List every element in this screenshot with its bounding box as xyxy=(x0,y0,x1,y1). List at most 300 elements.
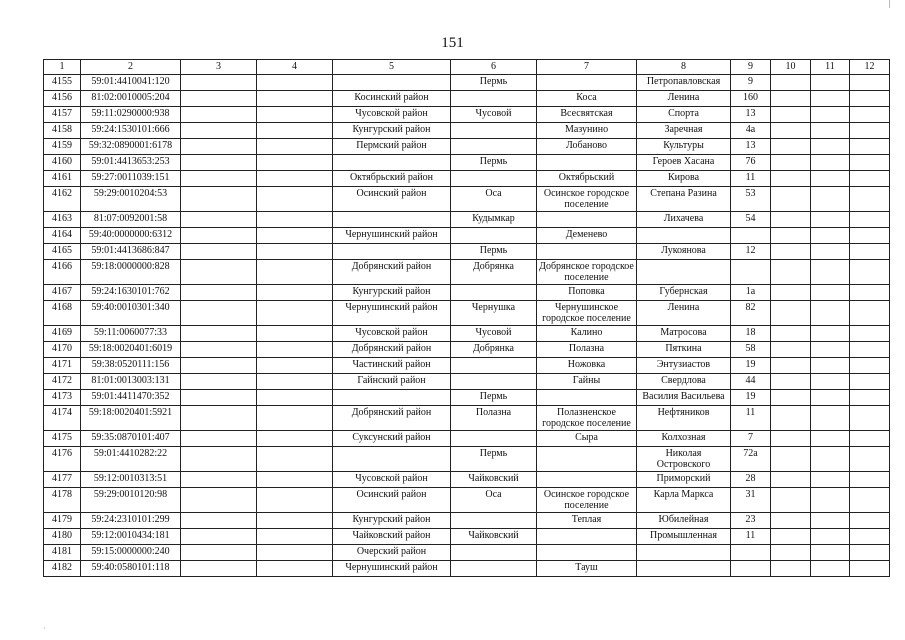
table-cell: 59:01:4411470:352 xyxy=(81,390,181,406)
table-cell xyxy=(181,187,257,212)
table-cell: Добрянка xyxy=(451,342,537,358)
table-row xyxy=(44,406,890,431)
table-cell: 11 xyxy=(731,171,771,187)
table-cell xyxy=(451,561,537,577)
table-cell xyxy=(811,358,850,374)
table-cell xyxy=(771,244,811,260)
table-cell xyxy=(811,342,850,358)
table-cell: Деменево xyxy=(537,228,637,244)
table-cell xyxy=(181,212,257,228)
table-cell xyxy=(850,488,890,513)
table-cell xyxy=(850,107,890,123)
table-cell: Тауш xyxy=(537,561,637,577)
table-cell: Ленина xyxy=(637,301,731,326)
registry-table xyxy=(43,59,890,577)
table-cell: 4175 xyxy=(44,431,81,447)
table-cell xyxy=(181,107,257,123)
table-cell: 4179 xyxy=(44,513,81,529)
table-cell: 59:40:0010301:340 xyxy=(81,301,181,326)
table-row xyxy=(44,342,890,358)
table-cell xyxy=(637,545,731,561)
table-cell xyxy=(181,171,257,187)
table-cell: Чайковский xyxy=(451,529,537,545)
table-cell: Добрянский район xyxy=(333,260,451,285)
table-cell xyxy=(771,545,811,561)
table-cell xyxy=(181,488,257,513)
table-cell xyxy=(811,561,850,577)
column-header: 3 xyxy=(181,60,257,75)
table-cell xyxy=(451,123,537,139)
table-cell xyxy=(257,513,333,529)
table-cell xyxy=(811,91,850,107)
table-cell xyxy=(811,107,850,123)
table-cell: 11 xyxy=(731,529,771,545)
table-cell: Василия Васильева xyxy=(637,390,731,406)
table-cell: Чернушинское городское поселение xyxy=(537,301,637,326)
table-row xyxy=(44,228,890,244)
table-cell xyxy=(181,472,257,488)
column-header: 4 xyxy=(257,60,333,75)
table-cell xyxy=(850,123,890,139)
table-cell xyxy=(850,358,890,374)
table-cell: Полазна xyxy=(451,406,537,431)
table-cell: 59:40:0580101:118 xyxy=(81,561,181,577)
table-cell xyxy=(257,406,333,431)
table-cell xyxy=(850,342,890,358)
table-row xyxy=(44,187,890,212)
table-cell: Юбилейная xyxy=(637,513,731,529)
table-cell xyxy=(771,358,811,374)
table-cell: Осинский район xyxy=(333,187,451,212)
table-cell xyxy=(537,472,637,488)
table-row xyxy=(44,431,890,447)
table-cell xyxy=(257,260,333,285)
table-cell xyxy=(771,91,811,107)
table-cell xyxy=(811,155,850,171)
table-cell: Осинское городское поселение xyxy=(537,187,637,212)
table-cell: Добрянское городское поселение xyxy=(537,260,637,285)
table-cell: Теплая xyxy=(537,513,637,529)
table-cell xyxy=(181,326,257,342)
table-cell: 19 xyxy=(731,358,771,374)
table-cell: Оса xyxy=(451,488,537,513)
table-cell: 59:24:1630101:762 xyxy=(81,285,181,301)
table-cell xyxy=(537,447,637,472)
table-cell: 59:11:0060077:33 xyxy=(81,326,181,342)
table-cell xyxy=(850,406,890,431)
table-cell xyxy=(850,513,890,529)
table-cell xyxy=(257,91,333,107)
table-cell xyxy=(850,91,890,107)
table-cell xyxy=(811,301,850,326)
table-cell: Пяткина xyxy=(637,342,731,358)
table-cell: Чайковский xyxy=(451,472,537,488)
table-cell: Николая Островского xyxy=(637,447,731,472)
table-cell: Мазунино xyxy=(537,123,637,139)
table-cell: 59:40:0000000:6312 xyxy=(81,228,181,244)
table-cell xyxy=(451,431,537,447)
table-cell xyxy=(850,75,890,91)
table-row xyxy=(44,260,890,285)
table-cell xyxy=(811,171,850,187)
table-cell xyxy=(850,431,890,447)
table-cell: Петропавловская xyxy=(637,75,731,91)
table-cell xyxy=(811,260,850,285)
table-cell xyxy=(850,139,890,155)
table-cell: 4161 xyxy=(44,171,81,187)
table-row xyxy=(44,326,890,342)
table-cell: 59:18:0000000:828 xyxy=(81,260,181,285)
table-cell: 59:15:0000000:240 xyxy=(81,545,181,561)
table-cell xyxy=(811,513,850,529)
table-cell: 4156 xyxy=(44,91,81,107)
table-cell: 4170 xyxy=(44,342,81,358)
table-cell xyxy=(771,513,811,529)
column-header: 10 xyxy=(771,60,811,75)
table-cell: Октябрьский район xyxy=(333,171,451,187)
table-cell xyxy=(257,171,333,187)
table-cell xyxy=(771,155,811,171)
table-cell xyxy=(181,139,257,155)
table-cell xyxy=(257,155,333,171)
table-cell: Пермь xyxy=(451,447,537,472)
table-cell xyxy=(811,123,850,139)
table-cell: Чернушинский район xyxy=(333,228,451,244)
table-cell xyxy=(771,301,811,326)
table-cell xyxy=(257,75,333,91)
table-cell: 54 xyxy=(731,212,771,228)
table-cell xyxy=(811,187,850,212)
table-cell xyxy=(771,342,811,358)
table-cell: 4174 xyxy=(44,406,81,431)
table-cell xyxy=(731,561,771,577)
table-cell: 4160 xyxy=(44,155,81,171)
table-cell: Нефтяников xyxy=(637,406,731,431)
table-cell: Чернушинский район xyxy=(333,301,451,326)
table-cell xyxy=(257,139,333,155)
table-cell: Пермь xyxy=(451,244,537,260)
column-header: 9 xyxy=(731,60,771,75)
table-cell xyxy=(850,155,890,171)
table-cell xyxy=(181,342,257,358)
table-cell xyxy=(811,228,850,244)
table-cell xyxy=(771,326,811,342)
table-cell xyxy=(850,529,890,545)
table-cell: 59:01:4413653:253 xyxy=(81,155,181,171)
table-cell xyxy=(771,447,811,472)
table-cell xyxy=(451,374,537,390)
table-cell: Добрянский район xyxy=(333,406,451,431)
table-cell xyxy=(771,285,811,301)
table-cell: 4166 xyxy=(44,260,81,285)
table-cell: Кунгурский район xyxy=(333,513,451,529)
table-cell xyxy=(257,488,333,513)
table-cell: Кудымкар xyxy=(451,212,537,228)
table-cell xyxy=(333,244,451,260)
table-cell xyxy=(181,545,257,561)
table-cell xyxy=(537,155,637,171)
table-cell: Поповка xyxy=(537,285,637,301)
table-cell xyxy=(257,545,333,561)
table-cell xyxy=(181,91,257,107)
table-cell: Осинское городское поселение xyxy=(537,488,637,513)
table-cell: 4178 xyxy=(44,488,81,513)
table-cell: 7 xyxy=(731,431,771,447)
table-cell xyxy=(181,390,257,406)
table-cell: Губернская xyxy=(637,285,731,301)
table-cell: Полазненское городское поселение xyxy=(537,406,637,431)
table-cell: 4181 xyxy=(44,545,81,561)
table-row xyxy=(44,171,890,187)
table-cell: Ленина xyxy=(637,91,731,107)
table-cell xyxy=(850,545,890,561)
table-cell: 28 xyxy=(731,472,771,488)
table-cell xyxy=(811,75,850,91)
table-cell xyxy=(850,212,890,228)
table-cell: Сыра xyxy=(537,431,637,447)
table-cell xyxy=(451,545,537,561)
table-cell xyxy=(451,358,537,374)
table-cell xyxy=(181,431,257,447)
column-header: 6 xyxy=(451,60,537,75)
table-cell: 76 xyxy=(731,155,771,171)
column-header: 12 xyxy=(850,60,890,75)
table-cell: 4182 xyxy=(44,561,81,577)
table-row xyxy=(44,155,890,171)
table-row xyxy=(44,139,890,155)
table-cell xyxy=(771,561,811,577)
table-cell: Пермь xyxy=(451,155,537,171)
table-cell: Заречная xyxy=(637,123,731,139)
table-cell xyxy=(181,155,257,171)
table-cell xyxy=(811,212,850,228)
table-cell xyxy=(451,285,537,301)
table-cell: Гайнский район xyxy=(333,374,451,390)
table-cell: 160 xyxy=(731,91,771,107)
table-cell: 81:07:0092001:58 xyxy=(81,212,181,228)
table-cell: Ножовка xyxy=(537,358,637,374)
table-cell: 4а xyxy=(731,123,771,139)
table-cell: 4176 xyxy=(44,447,81,472)
table-cell xyxy=(257,342,333,358)
scan-mark: ' xyxy=(44,626,46,634)
table-cell: 4157 xyxy=(44,107,81,123)
table-cell: Калино xyxy=(537,326,637,342)
table-cell xyxy=(811,447,850,472)
table-cell: Чайковский район xyxy=(333,529,451,545)
table-cell: 59:18:0020401:5921 xyxy=(81,406,181,431)
table-cell: Степана Разина xyxy=(637,187,731,212)
table-header-row xyxy=(44,60,890,75)
table-cell xyxy=(257,529,333,545)
table-cell xyxy=(637,561,731,577)
table-cell: 4164 xyxy=(44,228,81,244)
table-cell xyxy=(181,301,257,326)
table-cell: Кирова xyxy=(637,171,731,187)
table-cell: 44 xyxy=(731,374,771,390)
table-cell: Добрянский район xyxy=(333,342,451,358)
table-row xyxy=(44,91,890,107)
column-header: 1 xyxy=(44,60,81,75)
table-cell: Чернушка xyxy=(451,301,537,326)
table-cell: 9 xyxy=(731,75,771,91)
table-cell xyxy=(181,513,257,529)
table-cell: Матросова xyxy=(637,326,731,342)
table-cell xyxy=(333,390,451,406)
table-cell xyxy=(257,472,333,488)
table-cell xyxy=(181,260,257,285)
table-cell xyxy=(451,139,537,155)
table-cell xyxy=(181,228,257,244)
table-cell xyxy=(771,472,811,488)
table-cell xyxy=(811,390,850,406)
table-cell xyxy=(850,561,890,577)
column-header: 11 xyxy=(811,60,850,75)
table-cell xyxy=(537,75,637,91)
table-cell: Карла Маркса xyxy=(637,488,731,513)
table-cell: Пермский район xyxy=(333,139,451,155)
table-cell xyxy=(850,390,890,406)
table-cell xyxy=(537,390,637,406)
table-cell xyxy=(257,285,333,301)
table-cell xyxy=(181,123,257,139)
table-cell: 59:38:0520111:156 xyxy=(81,358,181,374)
table-cell xyxy=(257,431,333,447)
table-cell xyxy=(771,107,811,123)
table-cell xyxy=(850,285,890,301)
table-cell xyxy=(850,187,890,212)
table-cell: Чусовской район xyxy=(333,472,451,488)
table-cell: 59:01:4410041:120 xyxy=(81,75,181,91)
table-cell: 59:01:4413686:847 xyxy=(81,244,181,260)
table-cell xyxy=(811,545,850,561)
table-row xyxy=(44,545,890,561)
table-cell xyxy=(451,171,537,187)
table-cell xyxy=(811,406,850,431)
table-cell xyxy=(771,187,811,212)
table-cell: 4158 xyxy=(44,123,81,139)
table-cell xyxy=(771,171,811,187)
table-cell: Оса xyxy=(451,187,537,212)
table-cell: Лобаново xyxy=(537,139,637,155)
table-cell: 4165 xyxy=(44,244,81,260)
table-cell: 4155 xyxy=(44,75,81,91)
table-cell: Чусовской район xyxy=(333,326,451,342)
table-row xyxy=(44,358,890,374)
table-cell: 59:12:0010434:181 xyxy=(81,529,181,545)
table-cell: Свердлова xyxy=(637,374,731,390)
table-row xyxy=(44,390,890,406)
table-cell xyxy=(771,390,811,406)
table-cell: 59:01:4410282:22 xyxy=(81,447,181,472)
table-cell: Колхозная xyxy=(637,431,731,447)
table-row xyxy=(44,561,890,577)
table-row xyxy=(44,513,890,529)
table-cell: Суксунский район xyxy=(333,431,451,447)
table-cell xyxy=(181,561,257,577)
table-cell xyxy=(181,406,257,431)
table-cell: Коса xyxy=(537,91,637,107)
table-cell: 59:29:0010204:53 xyxy=(81,187,181,212)
table-cell: Очерский район xyxy=(333,545,451,561)
table-cell xyxy=(257,212,333,228)
table-cell xyxy=(637,228,731,244)
table-cell: 13 xyxy=(731,107,771,123)
column-header: 2 xyxy=(81,60,181,75)
table-cell xyxy=(257,228,333,244)
table-cell xyxy=(257,107,333,123)
table-cell xyxy=(771,529,811,545)
table-row xyxy=(44,447,890,472)
table-cell xyxy=(771,139,811,155)
table-cell: 4177 xyxy=(44,472,81,488)
table-cell xyxy=(181,358,257,374)
table-cell: 12 xyxy=(731,244,771,260)
table-cell: Приморский xyxy=(637,472,731,488)
table-cell: Чусовой xyxy=(451,326,537,342)
table-cell xyxy=(333,212,451,228)
table-cell: 18 xyxy=(731,326,771,342)
table-cell xyxy=(811,431,850,447)
table-cell: 23 xyxy=(731,513,771,529)
table-cell xyxy=(850,472,890,488)
table-cell xyxy=(731,260,771,285)
table-cell: Осинский район xyxy=(333,488,451,513)
table-cell: 81:01:0013003:131 xyxy=(81,374,181,390)
table-cell: 59:27:0011039:151 xyxy=(81,171,181,187)
table-row xyxy=(44,529,890,545)
table-cell xyxy=(181,529,257,545)
table-cell: 59:24:1530101:666 xyxy=(81,123,181,139)
table-cell: Кунгурский район xyxy=(333,123,451,139)
table-cell: 59:24:2310101:299 xyxy=(81,513,181,529)
table-cell: 59:12:0010313:51 xyxy=(81,472,181,488)
table-cell xyxy=(257,187,333,212)
table-cell: 11 xyxy=(731,406,771,431)
table-cell xyxy=(850,260,890,285)
table-cell xyxy=(811,472,850,488)
table-cell xyxy=(181,285,257,301)
table-cell: Частинский район xyxy=(333,358,451,374)
table-cell: 4169 xyxy=(44,326,81,342)
table-cell xyxy=(771,406,811,431)
table-cell xyxy=(257,374,333,390)
table-cell xyxy=(637,260,731,285)
table-cell xyxy=(257,561,333,577)
table-cell xyxy=(451,91,537,107)
table-cell: Кунгурский район xyxy=(333,285,451,301)
table-cell xyxy=(257,447,333,472)
table-cell xyxy=(850,447,890,472)
table-cell: Культуры xyxy=(637,139,731,155)
table-cell xyxy=(771,488,811,513)
table-cell xyxy=(771,75,811,91)
table-cell xyxy=(811,374,850,390)
table-cell xyxy=(257,244,333,260)
table-cell: Лихачева xyxy=(637,212,731,228)
table-cell: 4163 xyxy=(44,212,81,228)
table-cell: 59:11:0290000:938 xyxy=(81,107,181,123)
column-header: 5 xyxy=(333,60,451,75)
table-cell: 72а xyxy=(731,447,771,472)
table-cell xyxy=(771,260,811,285)
table-cell xyxy=(181,374,257,390)
table-cell: Спорта xyxy=(637,107,731,123)
table-cell xyxy=(811,285,850,301)
table-row xyxy=(44,301,890,326)
table-cell: 59:18:0020401:6019 xyxy=(81,342,181,358)
table-cell: Пермь xyxy=(451,390,537,406)
